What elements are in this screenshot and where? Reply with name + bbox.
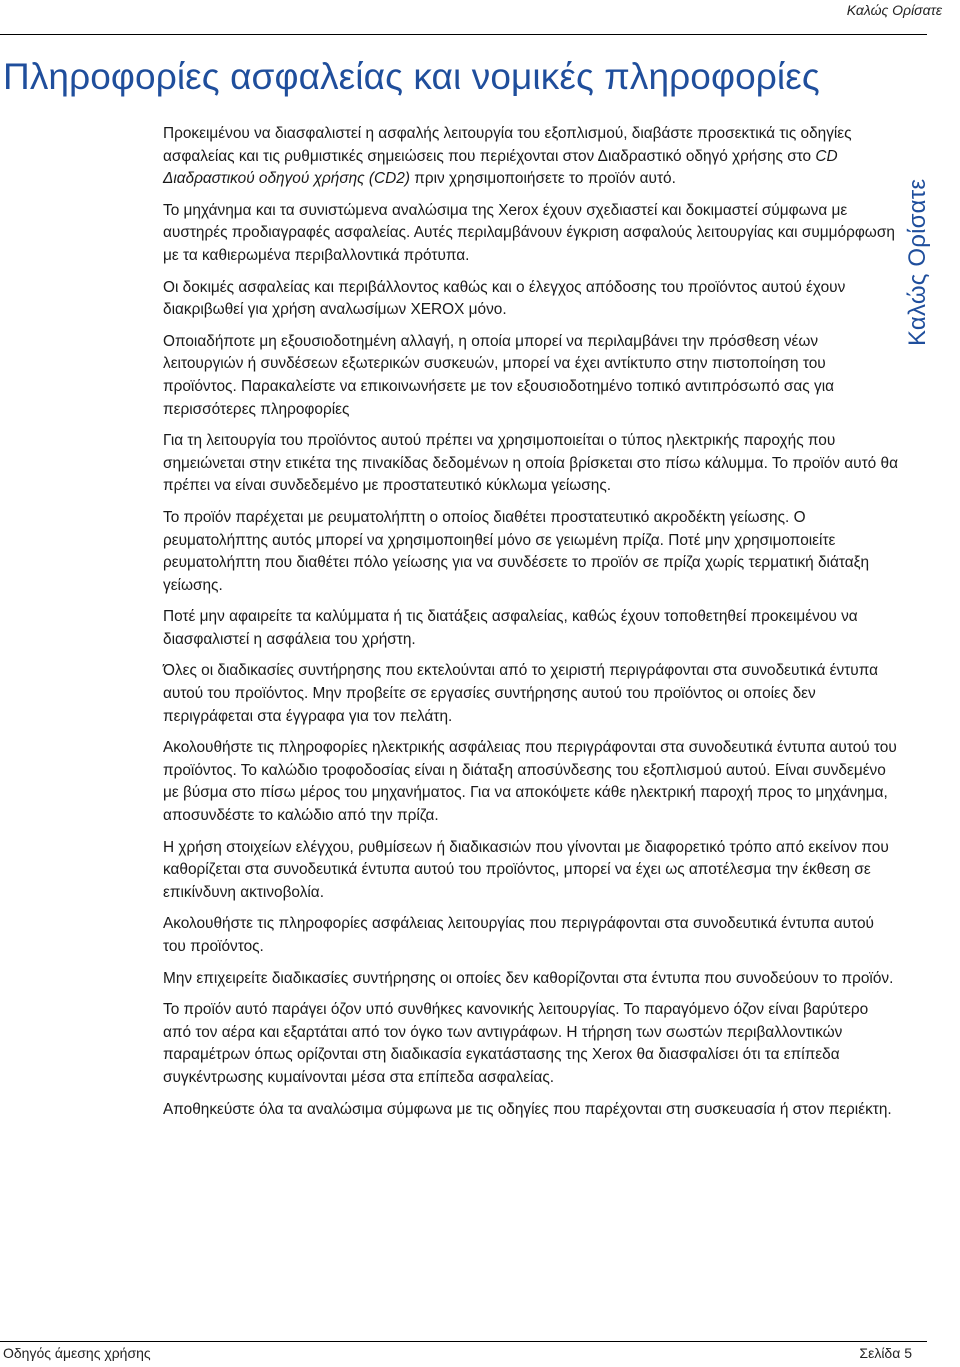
paragraph: Μην επιχειρείτε διαδικασίες συντήρησης οι οποίες δεν καθορίζονται στα έντυπα που συνοδεύουν το προϊόν. — [163, 969, 894, 987]
paragraph: Ακολουθήστε τις πληροφορίες ηλεκτρικής ασφάλειας που περιγράφονται στα συνοδευτικά έντυπα αυτού του προϊόντος. Το καλώδιο τροφοδοσίας είναι η διάταξη αποσύνδεσης του εξοπλισμού αυτού. Είναι συνδεμένο με βύσμα στο πίσω μέρος του μηχανήματος. Για να αποκόψετε κάθε ηλεκτρική παροχή προς το μηχάνημα, αποσυνδέστε το καλώδιο από την πρίζα. — [163, 739, 897, 825]
paragraph: Οποιαδήποτε μη εξουσιοδοτημένη αλλαγή, η οποία μπορεί να περιλαμβάνει την πρόσθεση νέων λειτουργιών ή συνδέσεων εξωτερικών συσκευών, μπορεί να έχει αντίκτυπο στην πιστοποίηση του προϊόντος. Παρακαλείστε να επικοινωνήσετε με τον εξουσιοδοτημένο τοπικό αντιπρόσωπό σας για περισσότερες πληροφορίες — [163, 332, 835, 418]
paragraph: Για τη λειτουργία του προϊόντος αυτού πρέπει να χρησιμοποιείται ο τύπος ηλεκτρικής παροχής που σημειώνεται στην ετικέτα της πινακίδας δεδομένων η οποία βρίσκεται στο πίσω κάλυμμα. Το προϊόν αυτό θα πρέπει να είναι συνδεδεμένο με προστατευτικό κύκλωμα γείωσης. — [163, 432, 898, 495]
paragraph: Ποτέ μην αφαιρείτε τα καλύμματα ή τις διατάξεις ασφαλείας, καθώς έχουν τοποθετηθεί προκειμένου να διασφαλιστεί η ασφάλεια του χρήστη. — [163, 608, 858, 648]
running-header: Καλώς Ορίσατε — [846, 2, 942, 18]
header-rule — [0, 34, 927, 35]
footer-guide-title: Οδηγός άμεσης χρήσης — [3, 1345, 151, 1361]
document-body — [163, 123, 898, 1130]
section-side-tab — [904, 42, 960, 346]
paragraph: Το μηχάνημα και τα συνιστώμενα αναλώσιμα της Xerox έχουν σχεδιαστεί και δοκιμαστεί σύμφωνα με αυστηρές προδιαγραφές ασφαλείας. Αυτές περιλαμβάνουν έγκριση ασφαλούς λειτουργίας και συμμόρφωση με τα καθιερωμένα περιβαλλοντικά πρότυπα. — [163, 201, 895, 264]
paragraph: Οι δοκιμές ασφαλείας και περιβάλλοντος καθώς και ο έλεγχος απόδοσης του προϊόντος αυτού έχουν διακριβωθεί για χρήση αναλωσίμων XEROX μόνο. — [163, 278, 846, 319]
paragraph: Η χρήση στοιχείων ελέγχου, ρυθμίσεων ή διαδικασιών που γίνονται με διαφορετικό τρόπο από εκείνον που καθορίζεται στα συνοδευτικά έντυπα αυτού του προϊόντος, μπορεί να έχει ως αποτέλεσμα την έκθεση σε επικίνδυνη ακτινοβολία. — [163, 838, 889, 901]
paragraph: Το προϊόν παρέχεται με ρευματολήπτη ο οποίος διαθέτει προστατευτικό ακροδέκτη γείωσης. Ο ρευματολήπτης αυτός μπορεί να χρησιμοποιηθεί μόνο σε γειωμένη πρίζα. Ποτέ μην χρησιμοποιείτε ρευματολήπτη που διαθέτει πόλο γείωσης για να συνδέσετε το προϊόν σε πρίζα χωρίς τερματική διάταξη γείωσης. — [163, 508, 870, 594]
paragraph: Αποθηκεύστε όλα τα αναλώσιμα σύμφωνα με τις οδηγίες που παρέχονται στη συσκευασία ή στον περιέκτη. — [163, 1100, 892, 1118]
paragraph-intro-text: Προκειμένου να διασφαλιστεί η ασφαλής λειτουργία του εξοπλισμού, διαβάστε προσεκτικά τις οδηγίες ασφαλείας και τις ρυθμιστικές σημειώσεις που περιέχονται στον Διαδραστικό οδηγό χρήσης στο — [163, 125, 852, 165]
paragraph: Ακολουθήστε τις πληροφορίες ασφάλειας λειτουργίας που περιγράφονται στα συνοδευτικά έντυπα αυτού του προϊόντος. — [163, 915, 874, 955]
paragraph-intro — [163, 123, 898, 191]
paragraph-intro-text-end: πριν χρησιμοποιήσετε το προϊόν αυτό. — [409, 170, 676, 188]
footer-page-number: Σελίδα 5 — [859, 1345, 912, 1361]
footer-rule — [0, 1341, 927, 1342]
paragraph-intro-cd-reference: CD Διαδραστικού οδηγού χρήσης (CD2) — [163, 147, 838, 188]
side-tab-label: Καλώς Ορίσατε — [904, 178, 931, 346]
paragraph: Το προϊόν αυτό παράγει όζον υπό συνθήκες κανονικής λειτουργίας. Το παραγόμενο όζον είναι βαρύτερο από τον αέρα και εξαρτάται από τον όγκο των αντιγράφων. Η τήρηση των σωστών περιβαλλοντικών παραμέτρων όπως ορίζονται στη διαδικασία εγκατάστασης της Xerox θα διασφαλίσει ότι τα επίπεδα συγκέντρωσης κυμαίνονται μέσα στα επίπεδα ασφαλείας. — [163, 1001, 869, 1086]
page-title: Πληροφορίες ασφαλείας και νομικές πληροφορίες — [3, 56, 820, 97]
paragraph: Όλες οι διαδικασίες συντήρησης που εκτελούνται από το χειριστή περιγράφονται στα συνοδευτικά έντυπα αυτού του προϊόντος. Μην προβείτε σε εργασίες συντήρησης αυτού του προϊόντος οι οποίες δεν περιγράφεται στα έγγραφα για τον πελάτη. — [163, 662, 878, 725]
